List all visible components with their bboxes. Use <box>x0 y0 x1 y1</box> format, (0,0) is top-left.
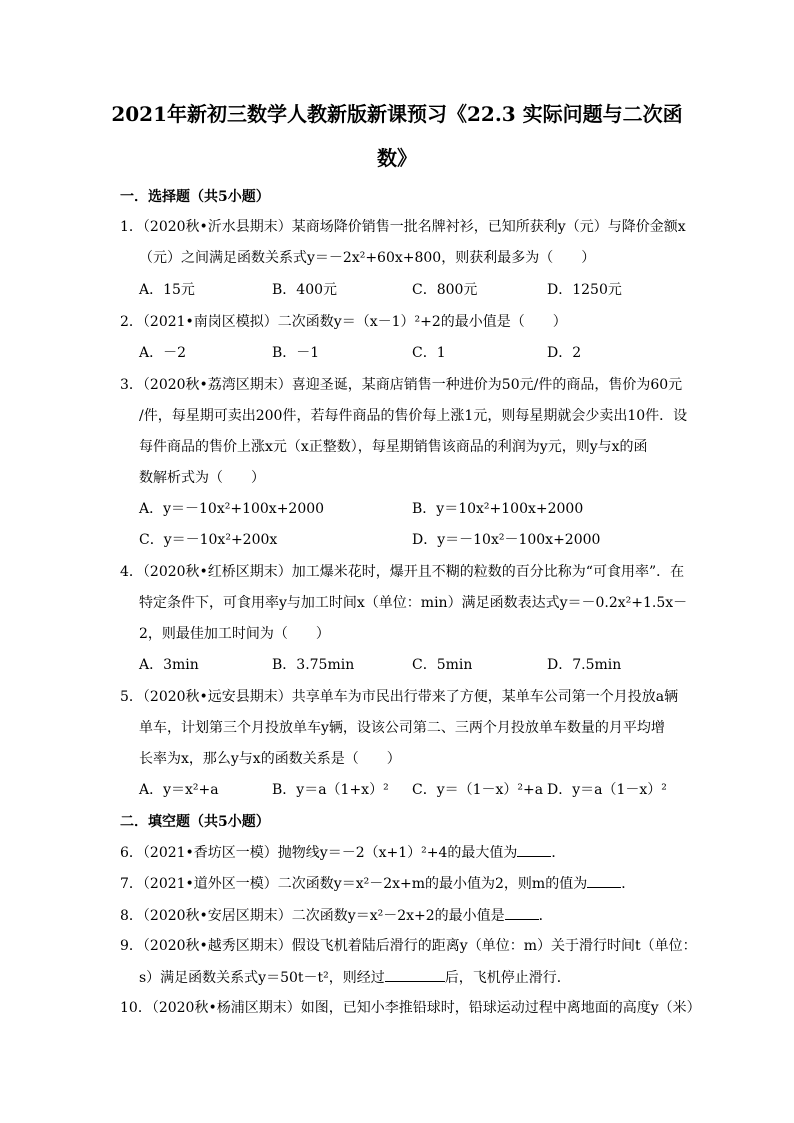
question-5-option-a: A．y＝x²+a <box>139 782 219 798</box>
question-3-line-4: 数解析式为（ ） <box>139 470 265 486</box>
question-6 <box>120 842 565 863</box>
question-3-line-2: /件，每星期可卖出200件，若每件商品的售价每上涨1元，则每星期就会少卖出10件．设 <box>139 408 688 424</box>
question-2-option-b: B．－1 <box>272 345 320 361</box>
answer-blank <box>385 967 445 982</box>
question-2-option-d: D．2 <box>547 345 582 361</box>
answer-blank <box>587 873 621 888</box>
question-7 <box>120 873 635 894</box>
question-1-line-2: （元）之间满足函数关系式y＝－2x²+60x+800，则获利最多为（ ） <box>139 250 596 266</box>
question-9-line-2 <box>139 967 571 988</box>
question-9-text: s）满足函数关系式y＝50t－t²，则经过 <box>139 970 385 986</box>
question-5-option-d: D．y＝a（1－x）² <box>547 782 667 798</box>
question-9-line-1: 9．（2020秋•越秀区期末）假设飞机着陆后滑行的距离y（单位：m）关于滑行时间t（单位： <box>120 938 697 954</box>
question-4-line-3: 2，则最佳加工时间为（ ） <box>139 626 330 642</box>
title-line-2: 数》 <box>377 146 417 170</box>
answer-blank <box>517 842 551 857</box>
question-5-option-c: C．y＝（1－x）²+a <box>412 782 544 798</box>
question-1-option-d: D．1250元 <box>547 282 622 298</box>
question-4-line-1: 4．（2020秋•红桥区期末）加工爆米花时，爆开且不糊的粒数的百分比称为“可食用率”．在 <box>120 564 685 580</box>
question-9-end: 后，飞机停止滑行． <box>444 970 571 986</box>
question-7-text: 7．（2021•道外区一模）二次函数y＝x²－2x+m的最小值为2，则m的值为 <box>120 876 588 892</box>
question-3-line-3: 每件商品的售价上涨x元（x正整数），每星期销售该商品的利润为y元，则y与x的函 <box>139 439 648 455</box>
title-line-1: 2021年新初三数学人教新版新课预习《22.3 实际问题与二次函 <box>111 102 683 126</box>
question-2-line-1: 2．（2021•南岗区模拟）二次函数y＝（x－1）²+2的最小值是（ ） <box>120 314 567 330</box>
section-heading-fill: 二．填空题（共5小题） <box>120 814 270 830</box>
question-7-end: ． <box>621 876 636 892</box>
question-3-line-1: 3．（2020秋•荔湾区期末）喜迎圣诞，某商店销售一种进价为50元/件的商品，售价为60元 <box>120 377 683 393</box>
question-5-option-b: B．y＝a（1+x）² <box>272 782 389 798</box>
question-4-option-b: B．3.75min <box>272 657 355 673</box>
question-8-end: ． <box>538 908 553 924</box>
question-4-option-a: A．3min <box>139 657 199 673</box>
question-10-line-1: 10．（2020秋•杨浦区期末）如图，已知小李推铅球时，铅球运动过程中离地面的高度y（米） <box>120 1000 701 1016</box>
question-1-option-c: C．800元 <box>412 282 478 298</box>
question-4-option-d: D．7.5min <box>547 657 622 673</box>
question-1-option-b: B．400元 <box>272 282 338 298</box>
question-6-end: ． <box>551 845 566 861</box>
question-5-line-2: 单车，计划第三个月投放单车y辆，设该公司第二、三两个月投放单车数量的月平均增 <box>139 720 665 736</box>
question-2-option-c: C．1 <box>412 345 446 361</box>
document-title <box>110 92 684 180</box>
question-4-line-2: 特定条件下，可食用率y与加工时间x（单位：min）满足函数表达式y＝－0.2x²+1.5x－ <box>139 595 688 611</box>
question-3-option-c: C．y＝－10x²+200x <box>139 532 278 548</box>
question-3-option-a: A．y＝－10x²+100x+2000 <box>139 501 325 517</box>
question-1-line-1: 1．（2020秋•沂水县期末）某商场降价销售一批名牌衬衫，已知所获利y（元）与降价金额x <box>120 219 686 235</box>
answer-blank <box>505 905 539 920</box>
question-3-option-b: B．y＝10x²+100x+2000 <box>412 501 584 517</box>
question-6-text: 6．（2021•香坊区一模）抛物线y＝－2（x+1）²+4的最大值为 <box>120 845 518 861</box>
question-1-option-a: A．15元 <box>139 282 195 298</box>
section-heading-choice: 一．选择题（共5小题） <box>120 189 270 205</box>
question-4-option-c: C．5min <box>412 657 473 673</box>
question-8 <box>120 905 553 926</box>
question-2-option-a: A．－2 <box>139 345 187 361</box>
question-3-option-d: D．y＝－10x²－100x+2000 <box>412 532 601 548</box>
question-5-line-1: 5．（2020秋•远安县期末）共享单车为市民出行带来了方便，某单车公司第一个月投放a辆 <box>120 689 679 705</box>
question-8-text: 8．（2020秋•安居区期末）二次函数y＝x²－2x+2的最小值是 <box>120 908 505 924</box>
question-5-line-3: 长率为x，那么y与x的函数关系是（ ） <box>139 751 401 767</box>
